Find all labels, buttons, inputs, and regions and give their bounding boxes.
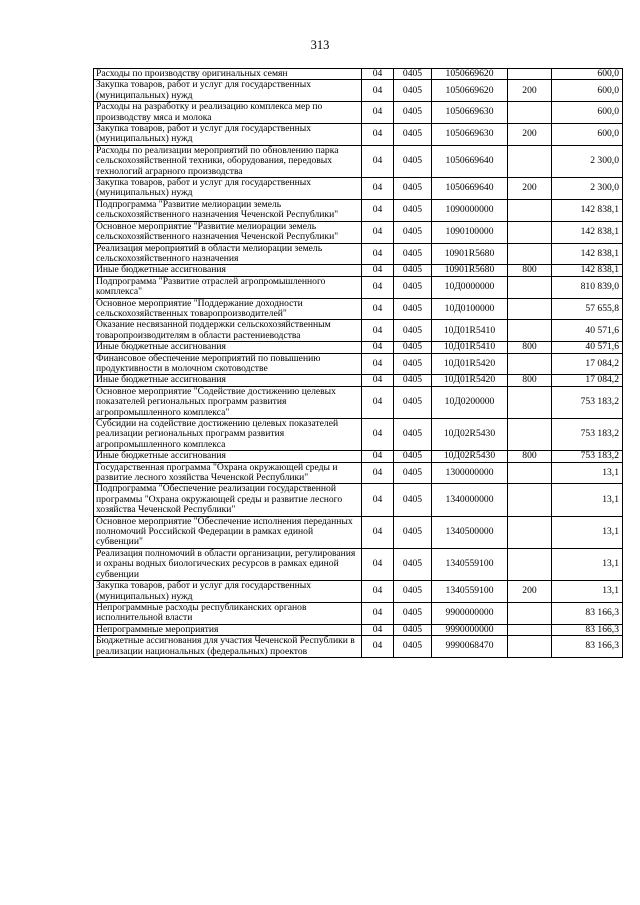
amount-cell: 57 655,8 bbox=[552, 298, 623, 320]
section-code-cell: 0405 bbox=[394, 516, 432, 548]
table-row bbox=[94, 624, 623, 635]
expense-type-cell bbox=[508, 320, 552, 342]
section-code-cell: 0405 bbox=[394, 124, 432, 146]
section-code-cell: 0405 bbox=[394, 624, 432, 635]
table-row bbox=[94, 145, 623, 177]
expense-type-cell: 200 bbox=[508, 178, 552, 200]
expense-type-cell: 200 bbox=[508, 581, 552, 603]
section-code-cell: 0405 bbox=[394, 375, 432, 386]
amount-cell: 2 300,0 bbox=[552, 145, 623, 177]
expense-type-cell bbox=[508, 516, 552, 548]
amount-cell: 753 183,2 bbox=[552, 419, 623, 451]
target-article-cell: 1050669640 bbox=[432, 145, 508, 177]
target-article-cell: 1090100000 bbox=[432, 221, 508, 243]
row-name-cell: Иные бюджетные ассигнования bbox=[94, 375, 362, 386]
expense-type-cell: 200 bbox=[508, 124, 552, 146]
ministry-code-cell: 04 bbox=[362, 80, 394, 102]
amount-cell: 13,1 bbox=[552, 581, 623, 603]
section-code-cell: 0405 bbox=[394, 178, 432, 200]
amount-cell: 17 084,2 bbox=[552, 375, 623, 386]
expense-type-cell: 800 bbox=[508, 375, 552, 386]
budget-table bbox=[93, 68, 623, 658]
table-row bbox=[94, 221, 623, 243]
section-code-cell: 0405 bbox=[394, 298, 432, 320]
section-code-cell: 0405 bbox=[394, 221, 432, 243]
page-number: 313 bbox=[310, 38, 330, 52]
expense-type-cell bbox=[508, 462, 552, 484]
amount-cell: 83 166,3 bbox=[552, 624, 623, 635]
expense-type-cell bbox=[508, 221, 552, 243]
target-article-cell: 1340559100 bbox=[432, 548, 508, 580]
table-row bbox=[94, 199, 623, 221]
row-name-cell: Оказание несвязанной поддержки сельскохозяйственным товаропроизводителям в области растениеводства bbox=[94, 320, 362, 342]
expense-type-cell bbox=[508, 276, 552, 298]
amount-cell: 17 084,2 bbox=[552, 353, 623, 375]
row-name-cell: Закупка товаров, работ и услуг для государственных (муниципальных) нужд bbox=[94, 581, 362, 603]
expense-type-cell: 200 bbox=[508, 80, 552, 102]
table-row bbox=[94, 386, 623, 418]
table-row bbox=[94, 69, 623, 80]
amount-cell: 13,1 bbox=[552, 484, 623, 516]
expense-type-cell: 800 bbox=[508, 265, 552, 276]
section-code-cell: 0405 bbox=[394, 636, 432, 658]
section-code-cell: 0405 bbox=[394, 102, 432, 124]
table-row bbox=[94, 419, 623, 451]
ministry-code-cell: 04 bbox=[362, 375, 394, 386]
amount-cell: 13,1 bbox=[552, 548, 623, 580]
row-name-cell: Основное мероприятие "Поддержание доходности сельскохозяйственных товаропроизводителей" bbox=[94, 298, 362, 320]
row-name-cell: Финансовое обеспечение мероприятий по повышению продуктивности в молочном скотоводстве bbox=[94, 353, 362, 375]
amount-cell: 13,1 bbox=[552, 516, 623, 548]
section-code-cell: 0405 bbox=[394, 320, 432, 342]
table-row bbox=[94, 353, 623, 375]
row-name-cell: Расходы на разработку и реализацию комплекса мер по производству мяса и молока bbox=[94, 102, 362, 124]
ministry-code-cell: 04 bbox=[362, 178, 394, 200]
target-article-cell: 1050669620 bbox=[432, 80, 508, 102]
table-row bbox=[94, 124, 623, 146]
ministry-code-cell: 04 bbox=[362, 484, 394, 516]
row-name-cell: Закупка товаров, работ и услуг для государственных (муниципальных) нужд bbox=[94, 124, 362, 146]
expense-type-cell bbox=[508, 602, 552, 624]
row-name-cell: Расходы по производству оригинальных семян bbox=[94, 69, 362, 80]
target-article-cell: 10Д01R5420 bbox=[432, 375, 508, 386]
row-name-cell: Иные бюджетные ассигнования bbox=[94, 265, 362, 276]
section-code-cell: 0405 bbox=[394, 265, 432, 276]
ministry-code-cell: 04 bbox=[362, 419, 394, 451]
target-article-cell: 10Д0200000 bbox=[432, 386, 508, 418]
ministry-code-cell: 04 bbox=[362, 636, 394, 658]
amount-cell: 142 838,1 bbox=[552, 243, 623, 265]
section-code-cell: 0405 bbox=[394, 602, 432, 624]
table-row bbox=[94, 484, 623, 516]
table-row bbox=[94, 462, 623, 484]
target-article-cell: 10Д01R5410 bbox=[432, 320, 508, 342]
section-code-cell: 0405 bbox=[394, 548, 432, 580]
target-article-cell: 1050669630 bbox=[432, 124, 508, 146]
expense-type-cell bbox=[508, 484, 552, 516]
expense-type-cell: 800 bbox=[508, 342, 552, 353]
section-code-cell: 0405 bbox=[394, 276, 432, 298]
table-row bbox=[94, 320, 623, 342]
ministry-code-cell: 04 bbox=[362, 69, 394, 80]
ministry-code-cell: 04 bbox=[362, 221, 394, 243]
target-article-cell: 10Д01R5420 bbox=[432, 353, 508, 375]
ministry-code-cell: 04 bbox=[362, 265, 394, 276]
amount-cell: 600,0 bbox=[552, 69, 623, 80]
section-code-cell: 0405 bbox=[394, 451, 432, 462]
amount-cell: 600,0 bbox=[552, 124, 623, 146]
ministry-code-cell: 04 bbox=[362, 320, 394, 342]
expense-type-cell bbox=[508, 243, 552, 265]
ministry-code-cell: 04 bbox=[362, 581, 394, 603]
expense-type-cell bbox=[508, 102, 552, 124]
table-row bbox=[94, 581, 623, 603]
target-article-cell: 9990000000 bbox=[432, 624, 508, 635]
ministry-code-cell: 04 bbox=[362, 548, 394, 580]
row-name-cell: Расходы по реализации мероприятий по обновлению парка сельскохозяйственной техники, оборудования, передовых технологий аграрного производства bbox=[94, 145, 362, 177]
target-article-cell: 10Д02R5430 bbox=[432, 451, 508, 462]
expense-type-cell bbox=[508, 419, 552, 451]
amount-cell: 810 839,0 bbox=[552, 276, 623, 298]
expense-type-cell bbox=[508, 386, 552, 418]
row-name-cell: Подпрограмма "Обеспечение реализации государственной программы "Охрана окружающей среды и развитие лесного хозяйства Чеченской Республики" bbox=[94, 484, 362, 516]
target-article-cell: 1050669630 bbox=[432, 102, 508, 124]
row-name-cell: Субсидии на содействие достижению целевых показателей реализации региональных программ развития агропромышленного комплекса bbox=[94, 419, 362, 451]
target-article-cell: 1090000000 bbox=[432, 199, 508, 221]
row-name-cell: Иные бюджетные ассигнования bbox=[94, 451, 362, 462]
amount-cell: 13,1 bbox=[552, 462, 623, 484]
section-code-cell: 0405 bbox=[394, 199, 432, 221]
expense-type-cell bbox=[508, 548, 552, 580]
ministry-code-cell: 04 bbox=[362, 516, 394, 548]
target-article-cell: 1300000000 bbox=[432, 462, 508, 484]
table-row bbox=[94, 375, 623, 386]
table-row bbox=[94, 451, 623, 462]
section-code-cell: 0405 bbox=[394, 69, 432, 80]
ministry-code-cell: 04 bbox=[362, 602, 394, 624]
section-code-cell: 0405 bbox=[394, 419, 432, 451]
section-code-cell: 0405 bbox=[394, 462, 432, 484]
row-name-cell: Иные бюджетные ассигнования bbox=[94, 342, 362, 353]
amount-cell: 600,0 bbox=[552, 80, 623, 102]
expense-type-cell bbox=[508, 624, 552, 635]
table-row bbox=[94, 276, 623, 298]
target-article-cell: 9900000000 bbox=[432, 602, 508, 624]
target-article-cell: 10Д0000000 bbox=[432, 276, 508, 298]
expense-type-cell bbox=[508, 353, 552, 375]
amount-cell: 40 571,6 bbox=[552, 342, 623, 353]
table-row bbox=[94, 178, 623, 200]
row-name-cell: Бюджетные ассигнования для участия Чеченской Республики в реализации национальных (федеральных) проектов bbox=[94, 636, 362, 658]
target-article-cell: 10Д02R5430 bbox=[432, 419, 508, 451]
row-name-cell: Государственная программа "Охрана окружающей среды и развитие лесного хозяйства Чеченской Республики" bbox=[94, 462, 362, 484]
ministry-code-cell: 04 bbox=[362, 451, 394, 462]
ministry-code-cell: 04 bbox=[362, 342, 394, 353]
amount-cell: 753 183,2 bbox=[552, 386, 623, 418]
ministry-code-cell: 04 bbox=[362, 624, 394, 635]
section-code-cell: 0405 bbox=[394, 145, 432, 177]
row-name-cell: Основное мероприятие "Развитие мелиорации земель сельскохозяйственного назначения Чеченской Республики" bbox=[94, 221, 362, 243]
table-row bbox=[94, 265, 623, 276]
ministry-code-cell: 04 bbox=[362, 102, 394, 124]
ministry-code-cell: 04 bbox=[362, 462, 394, 484]
row-name-cell: Подпрограмма "Развитие мелиорации земель сельскохозяйственного назначения Чеченской Республики" bbox=[94, 199, 362, 221]
row-name-cell: Основное мероприятие "Содействие достижению целевых показателей региональных программ развития агропромышленного комплекса" bbox=[94, 386, 362, 418]
amount-cell: 142 838,1 bbox=[552, 265, 623, 276]
row-name-cell: Реализация полномочий в области организации, регулирования и охраны водных биологических ресурсов в рамках единой субвенции bbox=[94, 548, 362, 580]
ministry-code-cell: 04 bbox=[362, 298, 394, 320]
ministry-code-cell: 04 bbox=[362, 145, 394, 177]
amount-cell: 142 838,1 bbox=[552, 221, 623, 243]
amount-cell: 753 183,2 bbox=[552, 451, 623, 462]
target-article-cell: 10901R5680 bbox=[432, 243, 508, 265]
ministry-code-cell: 04 bbox=[362, 243, 394, 265]
target-article-cell: 10Д01R5410 bbox=[432, 342, 508, 353]
expense-type-cell: 800 bbox=[508, 451, 552, 462]
target-article-cell: 1340500000 bbox=[432, 516, 508, 548]
expense-type-cell bbox=[508, 298, 552, 320]
row-name-cell: Непрограммные расходы республиканских органов исполнительной власти bbox=[94, 602, 362, 624]
target-article-cell: 1050669640 bbox=[432, 178, 508, 200]
target-article-cell: 1050669620 bbox=[432, 69, 508, 80]
amount-cell: 600,0 bbox=[552, 102, 623, 124]
row-name-cell: Основное мероприятие "Обеспечение исполнения переданных полномочий Российской Федерации в рамках единой субвенции" bbox=[94, 516, 362, 548]
amount-cell: 142 838,1 bbox=[552, 199, 623, 221]
table-row bbox=[94, 342, 623, 353]
table-row bbox=[94, 102, 623, 124]
table-row bbox=[94, 80, 623, 102]
table-row bbox=[94, 516, 623, 548]
amount-cell: 83 166,3 bbox=[552, 636, 623, 658]
section-code-cell: 0405 bbox=[394, 386, 432, 418]
ministry-code-cell: 04 bbox=[362, 276, 394, 298]
table-row bbox=[94, 602, 623, 624]
row-name-cell: Реализация мероприятий в области мелиорации земель сельскохозяйственного назначения bbox=[94, 243, 362, 265]
amount-cell: 83 166,3 bbox=[552, 602, 623, 624]
ministry-code-cell: 04 bbox=[362, 199, 394, 221]
row-name-cell: Закупка товаров, работ и услуг для государственных (муниципальных) нужд bbox=[94, 178, 362, 200]
section-code-cell: 0405 bbox=[394, 80, 432, 102]
section-code-cell: 0405 bbox=[394, 342, 432, 353]
table-row bbox=[94, 636, 623, 658]
section-code-cell: 0405 bbox=[394, 353, 432, 375]
ministry-code-cell: 04 bbox=[362, 124, 394, 146]
budget-table-body bbox=[94, 69, 623, 658]
table-row bbox=[94, 243, 623, 265]
ministry-code-cell: 04 bbox=[362, 353, 394, 375]
target-article-cell: 10901R5680 bbox=[432, 265, 508, 276]
table-row bbox=[94, 548, 623, 580]
target-article-cell: 10Д0100000 bbox=[432, 298, 508, 320]
table-row bbox=[94, 298, 623, 320]
section-code-cell: 0405 bbox=[394, 484, 432, 516]
row-name-cell: Подпрограмма "Развитие отраслей агропромышленного комплекса" bbox=[94, 276, 362, 298]
amount-cell: 2 300,0 bbox=[552, 178, 623, 200]
amount-cell: 40 571,6 bbox=[552, 320, 623, 342]
expense-type-cell bbox=[508, 636, 552, 658]
row-name-cell: Непрограммные мероприятия bbox=[94, 624, 362, 635]
ministry-code-cell: 04 bbox=[362, 386, 394, 418]
expense-type-cell bbox=[508, 199, 552, 221]
section-code-cell: 0405 bbox=[394, 243, 432, 265]
row-name-cell: Закупка товаров, работ и услуг для государственных (муниципальных) нужд bbox=[94, 80, 362, 102]
target-article-cell: 1340000000 bbox=[432, 484, 508, 516]
target-article-cell: 9990068470 bbox=[432, 636, 508, 658]
section-code-cell: 0405 bbox=[394, 581, 432, 603]
expense-type-cell bbox=[508, 69, 552, 80]
expense-type-cell bbox=[508, 145, 552, 177]
target-article-cell: 1340559100 bbox=[432, 581, 508, 603]
